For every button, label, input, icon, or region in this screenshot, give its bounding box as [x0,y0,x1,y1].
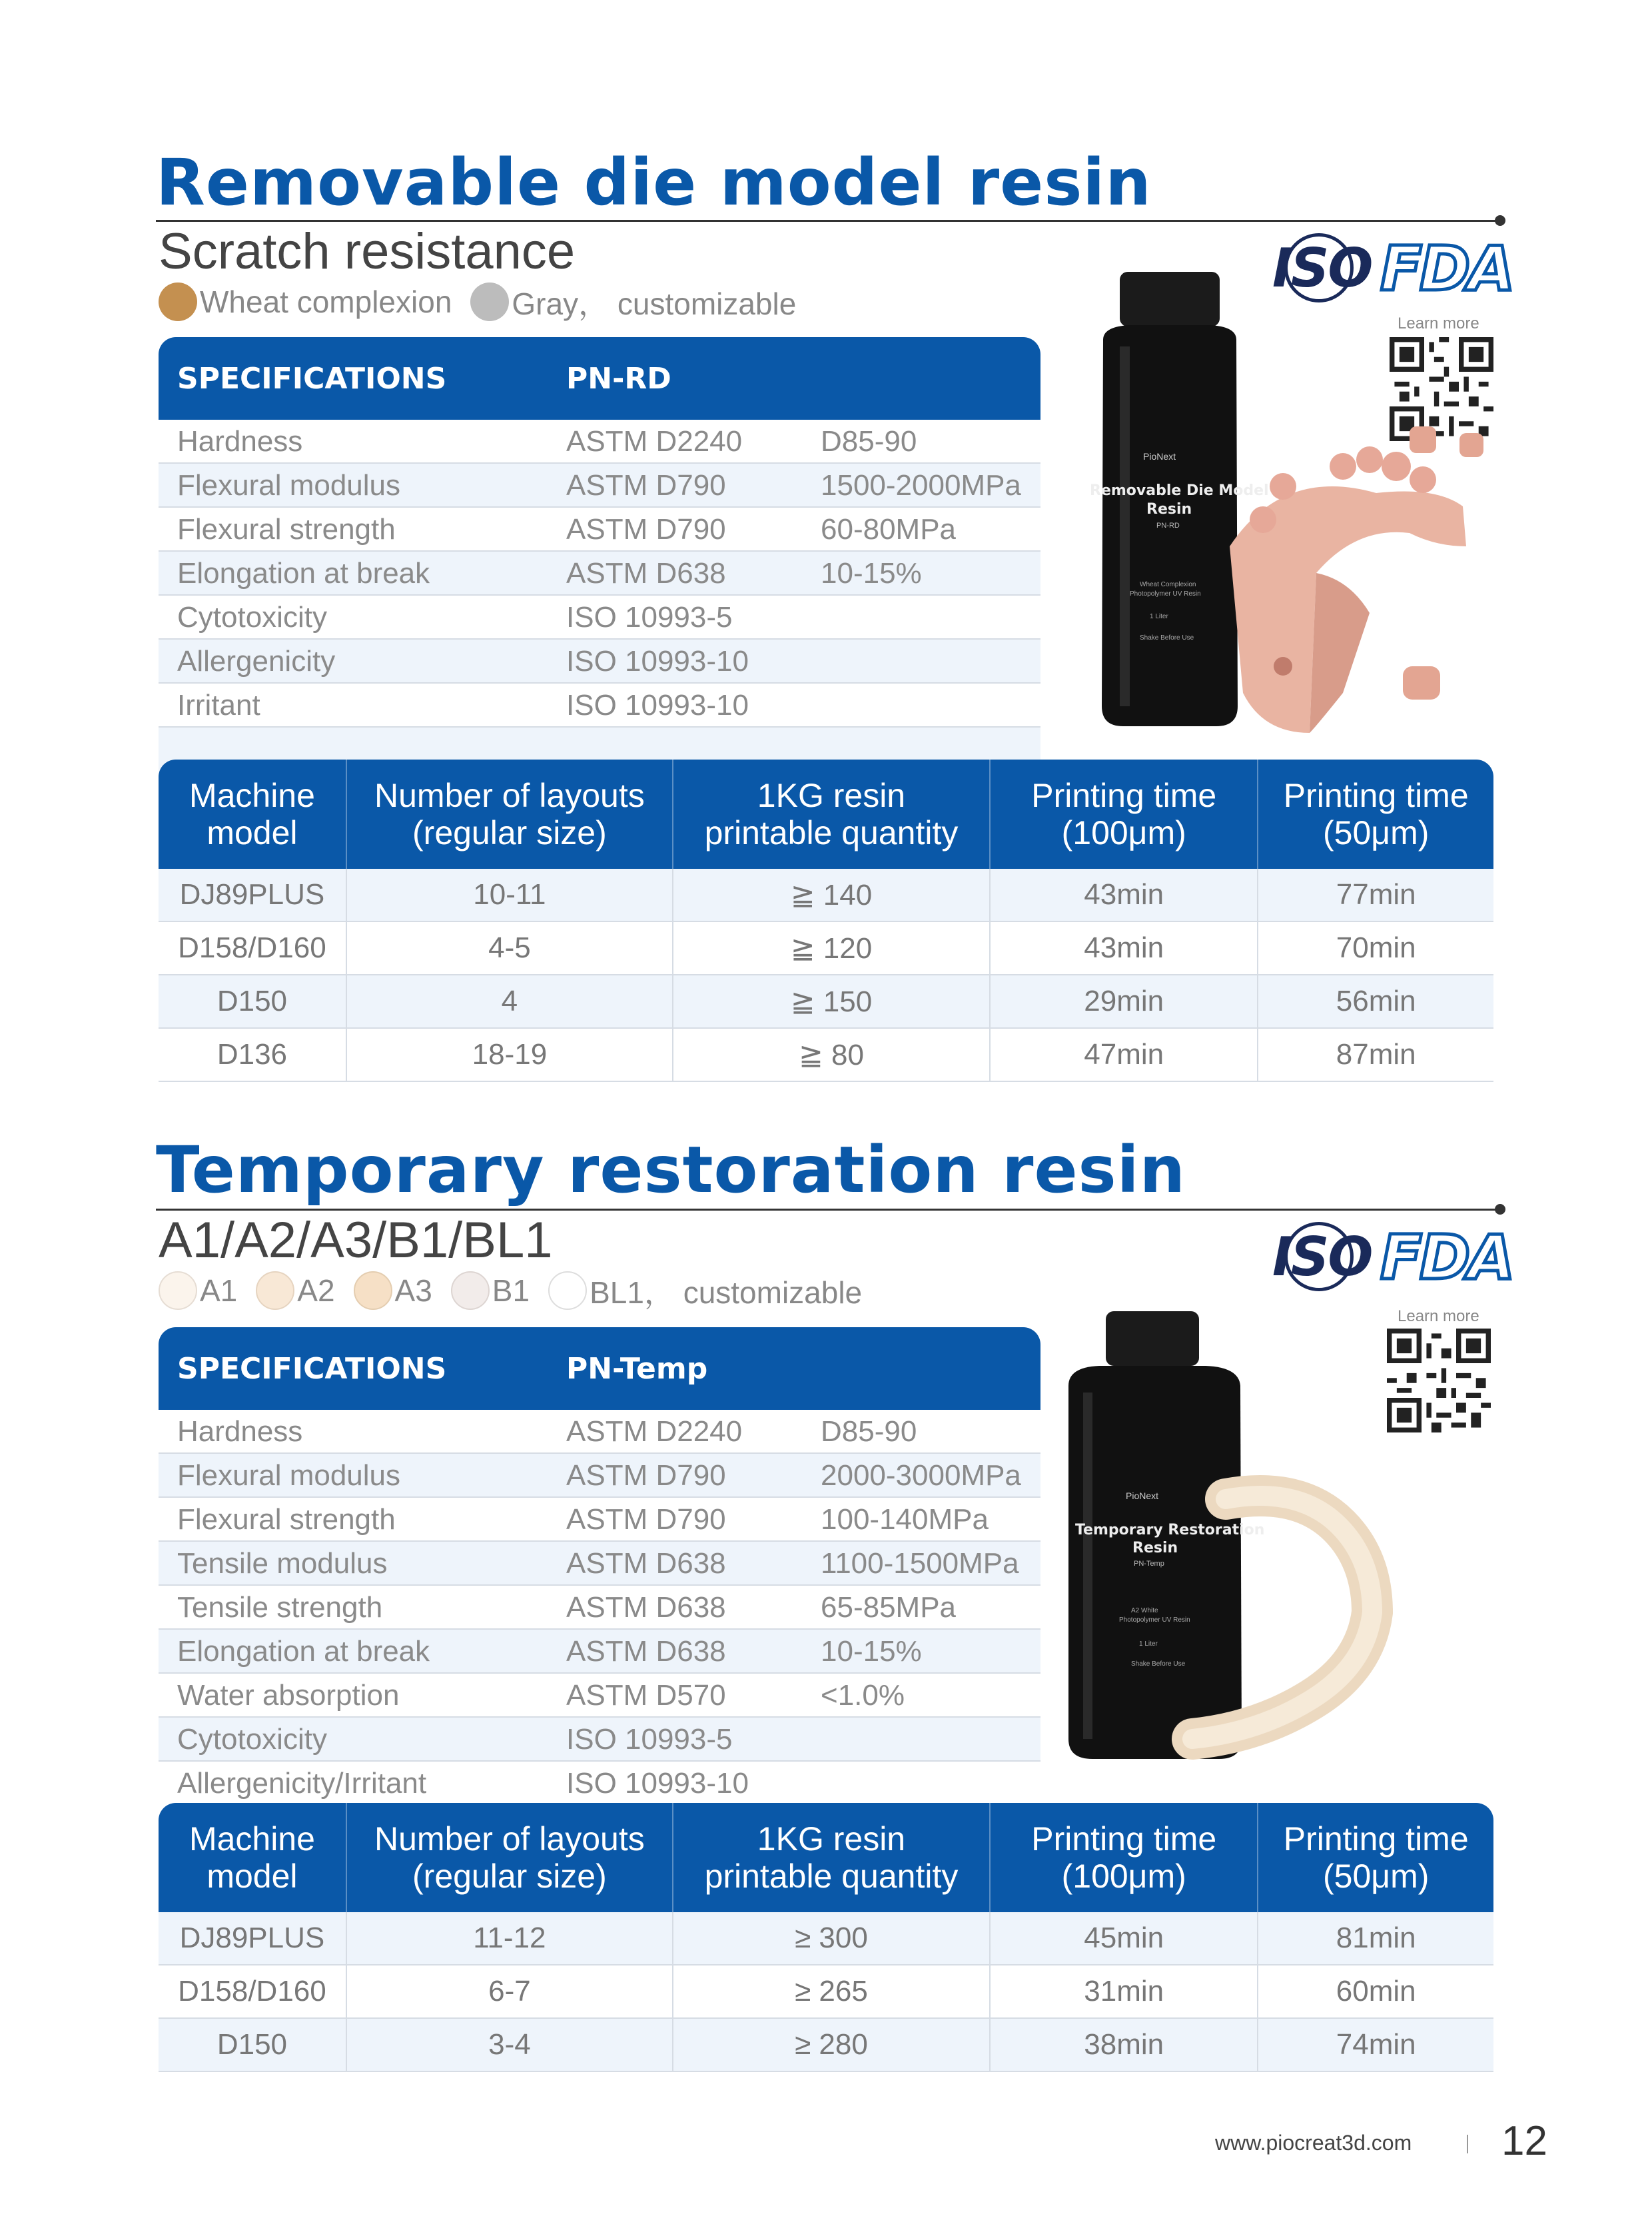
spec-value: 2000-3000MPa [821,1459,1021,1492]
table-row [159,1762,1040,1804]
spec-name: Elongation at break [177,557,430,590]
bottle-brand: PioNext [1126,1490,1159,1501]
spec-standard: ASTM D638 [566,557,726,590]
color-label: A2 [297,1273,335,1308]
table-cell: ≥ 265 [673,1965,991,2017]
table-cell: 11-12 [347,1912,673,1964]
table-cell: 10-11 [347,869,673,921]
column-header: Printing time (100μm) [991,760,1258,869]
table-row [159,1912,1493,1965]
spec-name: Hardness [177,425,303,458]
spec-name: Cytotoxicity [177,1723,327,1756]
table-cell: D158/D160 [159,1965,347,2017]
table-cell: 70min [1336,931,1416,964]
table-cell: 18-19 [347,1029,673,1081]
column-header: 1KG resin printable quantity [673,1803,991,1912]
color-swatch-a1 [159,1271,197,1310]
table-cell: 81min [1336,1922,1416,1954]
spec-name: Allergenicity/Irritant [177,1767,427,1800]
spec-standard: ASTM D2240 [566,425,743,458]
section1-divider-dot [1495,215,1505,226]
table-row [159,420,1040,464]
spec-value: 65-85MPa [821,1591,957,1624]
table-cell: 38min [991,2019,1258,2071]
table-cell: 77min [1336,878,1416,911]
section2-spec-table [159,1410,1040,1804]
color-swatch-a3 [354,1271,392,1310]
spec-name: Hardness [177,1415,303,1448]
column-header: Printing time (50μm) [1283,777,1469,851]
table-cell: ≥ 280 [673,2019,991,2071]
table-cell: ≥ 300 [673,1912,991,1964]
section2-machine-table [159,1803,1493,2072]
section1-divider [156,220,1500,222]
spec-standard: ASTM D570 [566,1679,726,1712]
table-row [159,1586,1040,1630]
color-label: Gray， customizable [512,286,797,321]
color-swatch-a2 [256,1271,294,1310]
spec-standard: ASTM D790 [566,469,726,502]
spec-standard: ASTM D2240 [566,1415,743,1448]
table-cell: D136 [159,1029,347,1081]
table-cell: 31min [991,1965,1258,2017]
section2-subtitle: A1/A2/A3/B1/BL1 [159,1212,553,1269]
table-cell: 87min [1336,1038,1416,1071]
table-cell: 47min [991,1029,1258,1081]
spec-header-label: SPECIFICATIONS [177,362,447,396]
spec-standard: ISO 10993-10 [566,645,749,678]
spec-standard: ASTM D790 [566,1459,726,1492]
table-cell: D150 [159,2019,347,2071]
spec-name: Irritant [177,689,260,722]
table-row [159,1718,1040,1762]
table-cell: 43min [991,869,1258,921]
iso-logo: ISO [1272,1226,1372,1288]
spec-standard: ISO 10993-10 [566,1767,749,1800]
dental-model-illustration [1230,426,1483,733]
table-cell: DJ89PLUS [159,1912,347,1964]
section2-divider-dot [1495,1204,1505,1215]
machine-table-header [159,760,1493,869]
bottle-shake: Shake Before Use [1131,1660,1186,1668]
table-row [159,1029,1493,1082]
table-cell: 56min [1336,985,1416,1017]
table-row [159,508,1040,552]
table-cell: 4-5 [347,922,673,974]
section2-spec-header [159,1327,1040,1410]
table-row [159,1498,1040,1542]
section1-color-options [159,280,815,323]
section2-title: Temporary restoration resin [156,1133,1186,1207]
spec-name: Tensile strength [177,1591,383,1624]
bottle-shake: Shake Before Use [1140,634,1194,642]
spec-standard: ISO 10993-5 [566,1723,733,1756]
spec-name: Elongation at break [177,1635,430,1668]
spec-standard: ASTM D638 [566,1635,726,1668]
spec-name: Flexural modulus [177,469,401,502]
table-row [159,975,1493,1029]
spec-value: 10-15% [821,557,922,590]
table-row [159,552,1040,596]
fda-logo: FDA [1380,1222,1513,1293]
footer-separator [1467,2135,1468,2153]
spec-standard: ASTM D790 [566,1503,726,1536]
spec-standard: ASTM D638 [566,1591,726,1624]
spec-value: D85-90 [821,425,917,458]
spec-standard: ISO 10993-10 [566,689,749,722]
machine-table-header [159,1803,1493,1912]
fda-logo: FDA [1380,233,1513,304]
spec-value: 10-15% [821,1635,922,1668]
footer-website-link[interactable]: www.piocreat3d.com [1215,2131,1412,2155]
color-label: BL1， customizable [590,1275,863,1310]
table-cell: D150 [159,975,347,1027]
table-row [159,1630,1040,1674]
spec-name: Flexural strength [177,1503,396,1536]
column-header: Number of layouts (regular size) [347,1803,673,1912]
color-label: Wheat complexion [200,284,452,319]
section1-spec-table [159,420,1040,772]
bottle-name-line2: Resin [1132,1540,1178,1556]
spec-header-product-code: PN-RD [566,362,671,396]
spec-name: Flexural modulus [177,1459,401,1492]
spec-header-product-code: PN-Temp [566,1352,708,1386]
table-row [159,2019,1493,2072]
table-cell: ≧ 120 [673,922,991,974]
spec-value: 100-140MPa [821,1503,989,1536]
page-number: 12 [1501,2118,1547,2164]
spec-value: <1.0% [821,1679,905,1712]
color-label: A3 [394,1273,432,1308]
section1-subtitle: Scratch resistance [159,223,576,280]
bottle-code: PN-RD [1156,522,1180,530]
section1-machine-table [159,760,1493,1082]
spec-header-label: SPECIFICATIONS [177,1352,447,1386]
table-cell: 74min [1336,2028,1416,2061]
table-cell: ≧ 140 [673,869,991,921]
spec-value: 1500-2000MPa [821,469,1021,502]
table-cell: 45min [991,1912,1258,1964]
section2-divider [156,1209,1500,1211]
table-cell: DJ89PLUS [159,869,347,921]
spec-name: Cytotoxicity [177,601,327,634]
table-row [159,1542,1040,1586]
bottle-name-line2: Resin [1146,501,1192,518]
bottle-detail-line2: Photopolymer UV Resin [1119,1616,1190,1624]
spec-name: Tensile modulus [177,1547,388,1580]
bottle-volume: 1 Liter [1150,613,1168,620]
table-row [159,869,1493,922]
table-cell: 6-7 [347,1965,673,2017]
table-cell: 4 [347,975,673,1027]
table-row [159,1454,1040,1498]
table-cell: 3-4 [347,2019,673,2071]
table-row [159,1674,1040,1718]
spec-standard: ISO 10993-5 [566,601,733,634]
column-header: Printing time (100μm) [991,1803,1258,1912]
color-swatch-bl1 [548,1271,587,1310]
section1-title: Removable die model resin [156,145,1152,220]
spec-value: 60-80MPa [821,513,957,546]
table-row [159,684,1040,728]
bottle-name-line1: Temporary Restoration [1075,1522,1265,1538]
column-header: Printing time (50μm) [1283,1820,1469,1895]
learn-more-label: Learn more [1398,1307,1479,1325]
table-cell: 29min [991,975,1258,1027]
table-row [159,1965,1493,2019]
table-row [159,596,1040,640]
color-swatch-b1 [451,1271,490,1310]
spec-name: Flexural strength [177,513,396,546]
table-cell: D158/D160 [159,922,347,974]
column-header: 1KG resin printable quantity [673,760,991,869]
table-cell: 43min [991,922,1258,974]
table-cell: 60min [1336,1975,1416,2007]
spec-name: Allergenicity [177,645,336,678]
spec-value: D85-90 [821,1415,917,1448]
bottle-detail-line1: A2 White [1131,1607,1158,1614]
section1-spec-header [159,337,1040,420]
bottle-brand: PioNext [1143,451,1176,462]
section2-color-options [159,1269,881,1312]
bottle-detail-line1: Wheat Complexion [1140,581,1196,588]
column-header: Number of layouts (regular size) [347,760,673,869]
bottle-detail-line2: Photopolymer UV Resin [1130,590,1201,598]
spec-value: 1100-1500MPa [821,1547,1019,1580]
color-swatch-wheat [159,282,197,321]
table-row [159,640,1040,684]
bottle-code: PN-Temp [1134,1560,1164,1568]
table-row [159,464,1040,508]
product-image-die-model-resin [1063,267,1489,746]
table-cell: ≧ 150 [673,975,991,1027]
iso-logo: ISO [1272,237,1372,299]
table-row [159,922,1493,975]
table-row [159,1410,1040,1454]
spec-name: Water absorption [177,1679,400,1712]
color-label: B1 [492,1273,530,1308]
product-image-temporary-restoration-resin [1059,1306,1472,1772]
bottle-volume: 1 Liter [1139,1640,1158,1648]
spec-standard: ASTM D638 [566,1547,726,1580]
learn-more-label: Learn more [1398,314,1479,332]
column-header: Machine model [159,1803,347,1912]
table-cell: ≧ 80 [673,1029,991,1081]
color-label: A1 [200,1273,238,1308]
column-header: Machine model [159,760,347,869]
spec-standard: ASTM D790 [566,513,726,546]
color-swatch-gray [470,282,509,321]
bottle-name-line1: Removable Die Model [1090,482,1269,499]
